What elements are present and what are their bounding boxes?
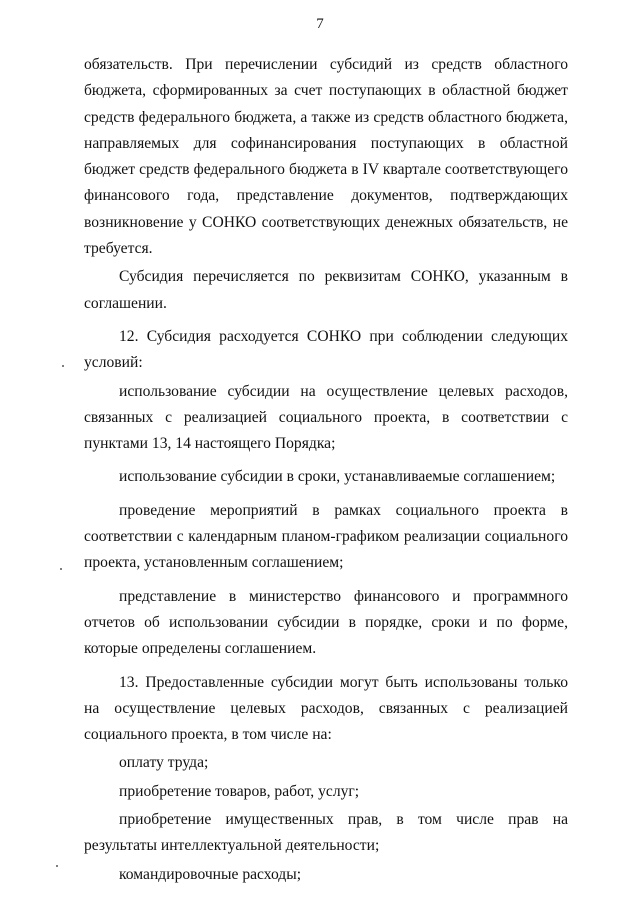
- paragraph-item-12: 12. Субсидия расходуется СОНКО при соблюдении следующих условий:: [84, 327, 568, 372]
- list-item-reports: представление в министерство финансового и программного отчетов об использовании субсидии в порядке, сроки и по форме, которые определены соглашением.: [84, 587, 568, 658]
- list-item-salary: оплату труда;: [119, 754, 209, 772]
- list-item-targeted-use: использование субсидии на осуществление целевых расходов, связанных с реализацией социального проекта, в соответствии с пунктами 13, 14 настоящего Порядка;: [84, 382, 568, 453]
- scan-artifact: [56, 865, 58, 867]
- list-item-goods-services: приобретение товаров, работ, услуг;: [119, 782, 360, 800]
- list-item-deadlines: использование субсидии в сроки, устанавливаемые соглашением;: [119, 468, 556, 486]
- scan-artifact: [60, 568, 62, 570]
- list-item-travel-expenses: командировочные расходы;: [119, 865, 302, 883]
- page-number: 7: [316, 16, 324, 32]
- scan-artifact: [62, 365, 64, 367]
- list-item-events: проведение мероприятий в рамках социального проекта в соответствии с календарным планом-графиком реализации социального проекта, установленным соглашением;: [84, 501, 568, 572]
- paragraph-item-13: 13. Предоставленные субсидии могут быть использованы только на осуществление целевых расходов, связанных с реализацией социального проекта, в том числе на:: [84, 673, 568, 744]
- paragraph-obligations-continued: обязательств. При перечислении субсидий из средств областного бюджета, сформированных за счет поступающих в областной бюджет средств федерального бюджета, а также из средств областного бюджета, направляемых для софинансирования поступающих в областной бюджет средств федерального бюджета в IV квартале соответствующего финансового года, представление документов, подтверждающих возникновение у СОНКО соответствующих денежных обязательств, не требуется.: [84, 56, 568, 258]
- paragraph-subsidy-transfer: Субсидия перечисляется по реквизитам СОНКО, указанным в соглашении.: [84, 268, 568, 312]
- document-body: [84, 52, 568, 888]
- list-item-property-rights: приобретение имущественных прав, в том числе прав на результаты интеллектуальной деятельности;: [84, 811, 568, 855]
